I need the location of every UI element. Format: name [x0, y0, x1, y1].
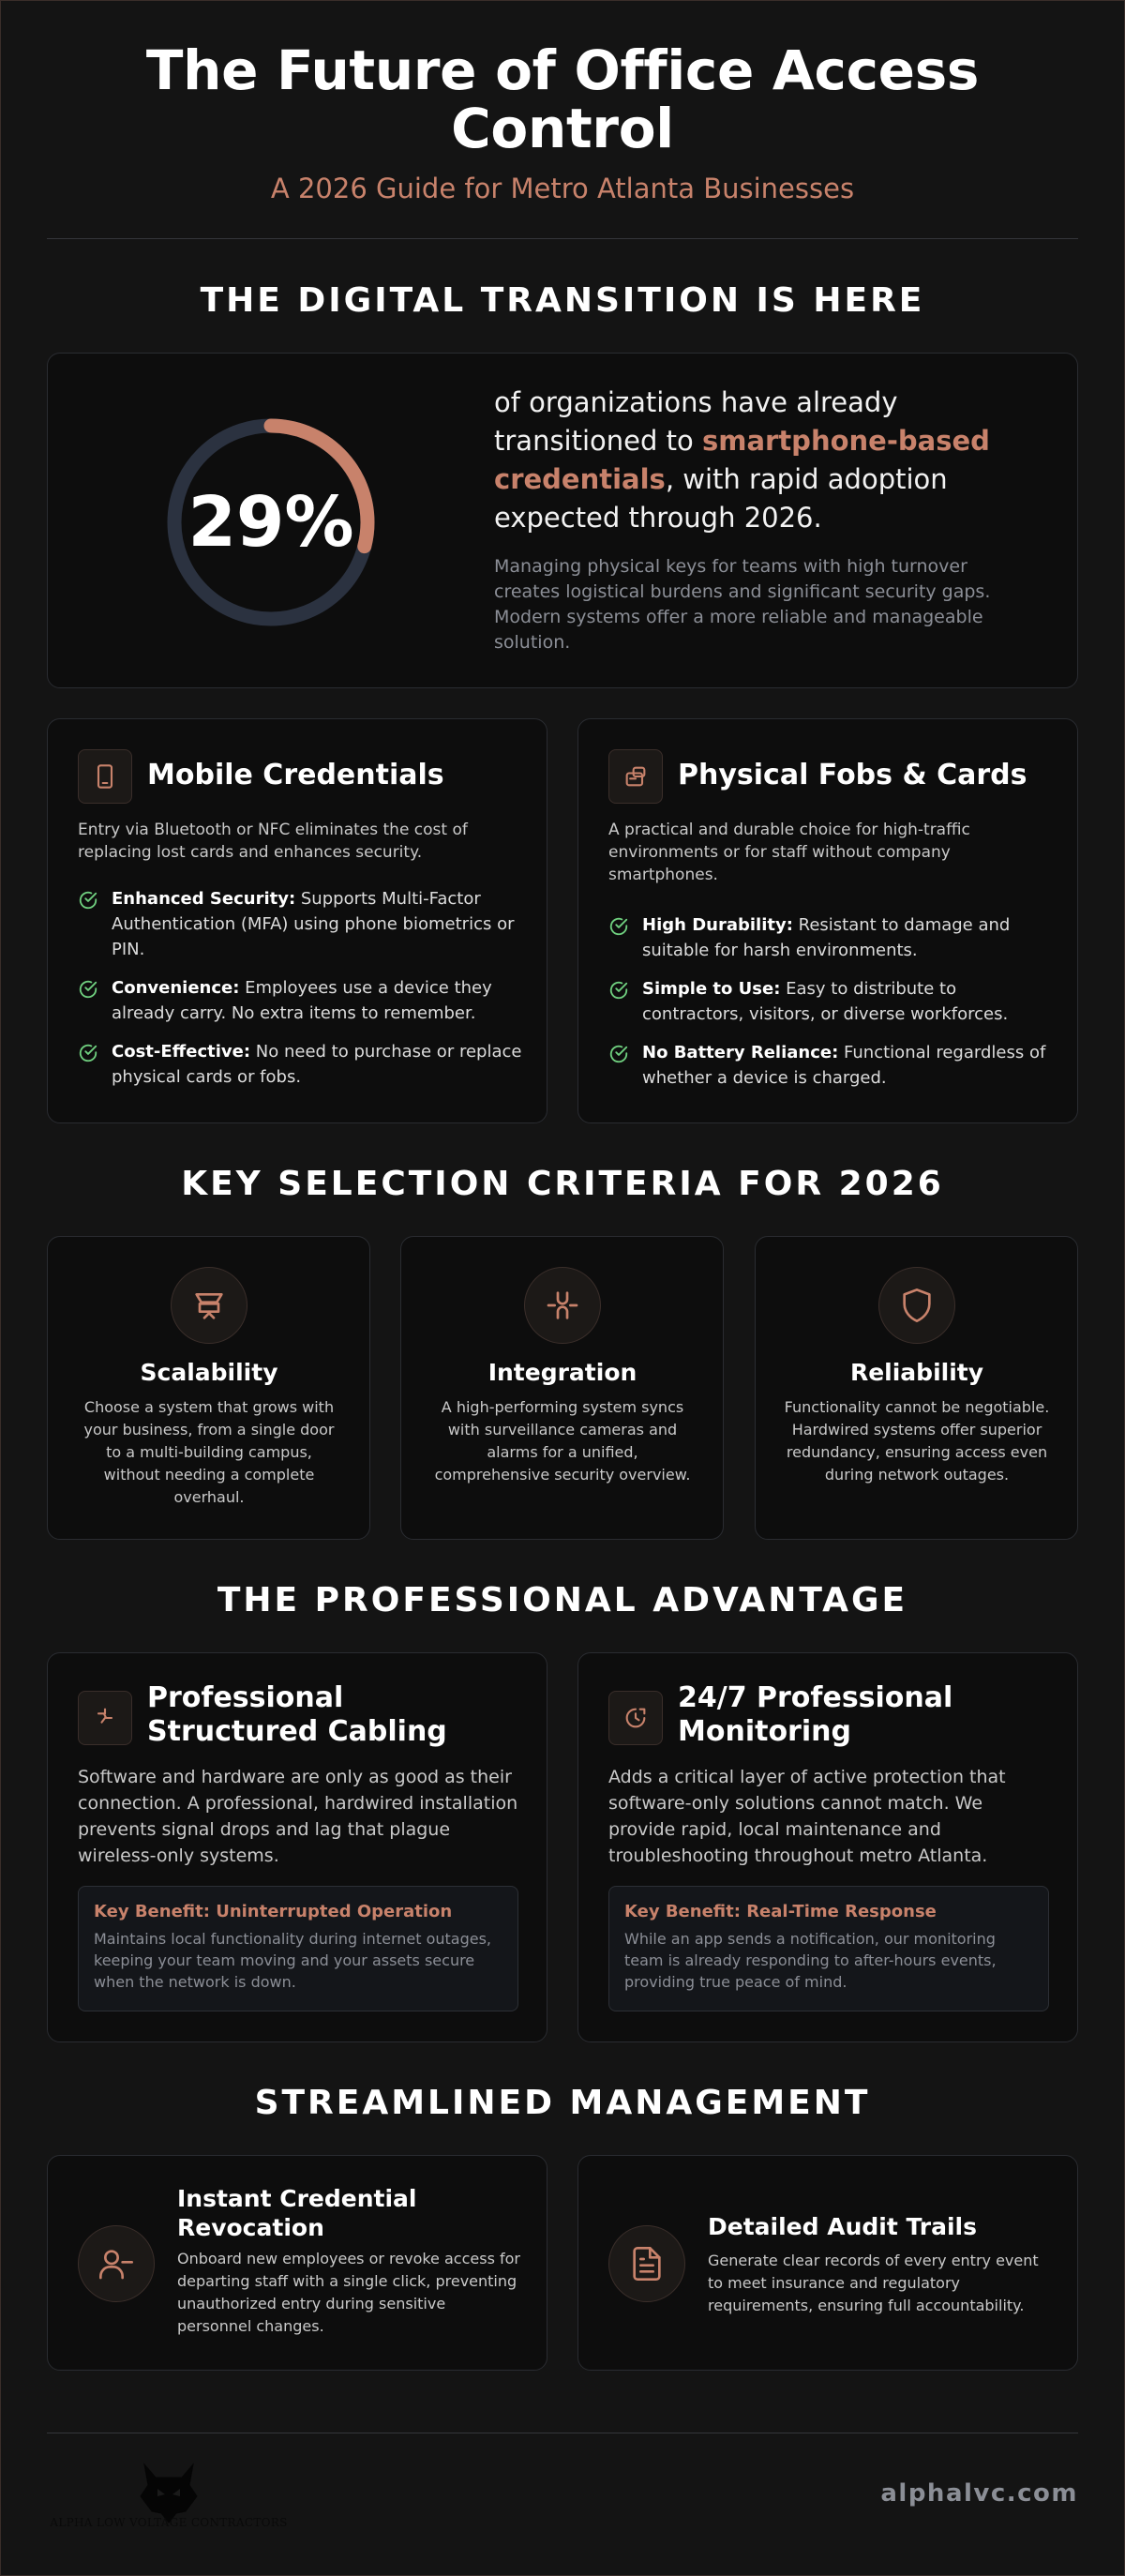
advantage-title-line1: 24/7 Professional: [678, 1681, 953, 1714]
feature-label: Enhanced Security:: [112, 889, 296, 909]
card-title: Physical Fobs & Cards: [678, 759, 1028, 791]
key-benefit-text: Maintains local functionality during internet outages, keeping your team moving and your assets secure when the network is down.: [94, 1930, 492, 1991]
management-title-line1: Instant Credential: [177, 2185, 417, 2212]
feature-label: Cost-Effective:: [112, 1042, 251, 1062]
feature-list: [78, 886, 523, 1103]
page-subtitle: A 2026 Guide for Metro Atlanta Businesses: [270, 173, 855, 204]
page-title: [47, 38, 1078, 160]
check-circle-icon: [608, 916, 629, 937]
advantage-title-line2: Monitoring: [678, 1715, 851, 1748]
management-description: Generate clear records of every entry event to meet insurance and regulatory requirements, ensuring full accountability.: [708, 2252, 1039, 2314]
management-card-audit: [578, 2155, 1078, 2371]
feature-text: Supports Multi-Factor Authentication (MFA) using phone biometrics or PIN.: [112, 889, 515, 959]
criteria-card-scalability: [47, 1236, 370, 1540]
list-item: [78, 886, 523, 962]
section-heading-transition: THE DIGITAL TRANSITION IS HERE: [200, 281, 925, 320]
physical-fobs-card: [578, 718, 1078, 1123]
card-description: A practical and durable choice for high-traffic environments or for staff without company smartphones.: [608, 821, 970, 884]
section-heading-advantage: THE PROFESSIONAL ADVANTAGE: [217, 1581, 908, 1619]
criteria-description: A high-performing system syncs with surveillance cameras and alarms for a unified, comprehensive security overview.: [434, 1398, 691, 1484]
list-item: [608, 1040, 1058, 1091]
stat-text-after: , with rapid adoption expected through 2026.: [494, 463, 948, 534]
feature-label: No Battery Reliance:: [642, 1043, 839, 1062]
key-benefit-title: Key Benefit: Uninterrupted Operation: [94, 1902, 453, 1921]
key-card-icon: [608, 749, 663, 804]
feature-list: [608, 912, 1058, 1104]
check-circle-icon: [78, 890, 98, 911]
key-benefit-text: While an app sends a notification, our monitoring team is already responding to after-hours events, providing true peace of mind.: [624, 1930, 997, 1991]
criteria-title: Integration: [488, 1359, 638, 1386]
management-title: [177, 2184, 524, 2242]
check-circle-icon: [608, 980, 629, 1001]
management-title: Detailed Audit Trails: [708, 2213, 978, 2240]
stat-card: [47, 353, 1078, 688]
list-item: [78, 975, 523, 1026]
stat-statement: [494, 384, 1019, 537]
criteria-title: Reliability: [849, 1359, 984, 1386]
feature-text: Resistant to damage and suitable for harsh environments.: [642, 915, 1011, 960]
management-card-revocation: [47, 2155, 548, 2371]
criteria-description: Choose a system that grows with your business, from a single door to a multi-building campus, without needing a complete overhaul.: [83, 1398, 335, 1506]
advantage-title-line1: Professional: [147, 1681, 344, 1714]
card-description: Entry via Bluetooth or NFC eliminates the cost of replacing lost cards and enhances security.: [78, 821, 468, 862]
stat-text-highlight: smartphone-based credentials: [494, 425, 990, 495]
advantage-description: Adds a critical layer of active protection that software-only solutions cannot match. We provide rapid, local maintenance and troubleshooting throughout metro Atlanta.: [608, 1767, 1006, 1866]
check-circle-icon: [608, 1044, 629, 1064]
shield-icon: [878, 1267, 955, 1344]
document-icon: [608, 2225, 685, 2302]
stat-text-before: of organizations have already transitioned to: [494, 386, 898, 457]
advantage-title-line2: Structured Cabling: [147, 1715, 447, 1748]
feature-text: Functional regardless of whether a device is charged.: [642, 1043, 1046, 1088]
criteria-description: Functionality cannot be negotiable. Hardwired systems offer superior redundancy, ensuring access even during network outages.: [784, 1398, 1050, 1484]
mobile-credentials-card: [47, 718, 548, 1123]
management-description: Onboard new employees or revoke access for departing staff with a single click, preventing unauthorized entry during sensitive personnel changes.: [177, 2250, 520, 2335]
criteria-card-integration: [400, 1236, 724, 1540]
user-minus-icon: [78, 2225, 155, 2302]
section-heading-management: STREAMLINED MANAGEMENT: [254, 2084, 871, 2122]
monitoring-icon: [608, 1691, 663, 1745]
stat-note: Managing physical keys for teams with high turnover creates logistical burdens and significant security gaps. Modern systems offer a more reliable and manageable solution.: [494, 556, 991, 653]
list-item: [608, 912, 1058, 963]
check-circle-icon: [78, 1043, 98, 1063]
smartphone-icon: [78, 749, 132, 804]
key-benefit-box: [78, 1886, 518, 2011]
feature-label: Convenience:: [112, 978, 240, 998]
key-benefit-box: [608, 1886, 1049, 2011]
page-title-line2: Control: [451, 97, 674, 160]
advantage-title: [147, 1681, 522, 1749]
header-divider: [47, 238, 1078, 239]
list-item: [78, 1039, 523, 1090]
feature-text: No need to purchase or replace physical cards or fobs.: [112, 1042, 522, 1087]
feature-label: High Durability:: [642, 915, 793, 935]
advantage-card-monitoring: [578, 1652, 1078, 2042]
cable-icon: [78, 1691, 132, 1745]
section-heading-criteria: KEY SELECTION CRITERIA FOR 2026: [181, 1165, 944, 1203]
stat-value: 29%: [188, 482, 354, 563]
criteria-title: Scalability: [140, 1359, 278, 1386]
website-link[interactable]: alphalvc.com: [880, 2479, 1078, 2508]
advantage-card-cabling: [47, 1652, 548, 2042]
management-title-line2: Revocation: [177, 2214, 324, 2241]
advantage-description: Software and hardware are only as good as their connection. A professional, hardwired installation prevents signal drops and lag that plague wireless-only systems.: [78, 1767, 518, 1866]
check-circle-icon: [78, 979, 98, 1000]
criteria-card-reliability: [755, 1236, 1078, 1540]
feature-text: Easy to distribute to contractors, visitors, or diverse workforces.: [642, 979, 1009, 1024]
logo-text: ALPHA LOW VOLTAGE CONTRACTORS: [50, 2516, 288, 2529]
feature-label: Simple to Use:: [642, 979, 781, 999]
key-benefit-title: Key Benefit: Real-Time Response: [624, 1902, 937, 1921]
feature-text: Employees use a device they already carry. No extra items to remember.: [112, 978, 492, 1023]
page-title-line1: The Future of Office Access: [145, 38, 980, 102]
scale-icon: [171, 1267, 248, 1344]
integration-icon: [524, 1267, 601, 1344]
advantage-title: [678, 1681, 1053, 1749]
list-item: [608, 976, 1058, 1027]
card-title: Mobile Credentials: [147, 759, 444, 791]
